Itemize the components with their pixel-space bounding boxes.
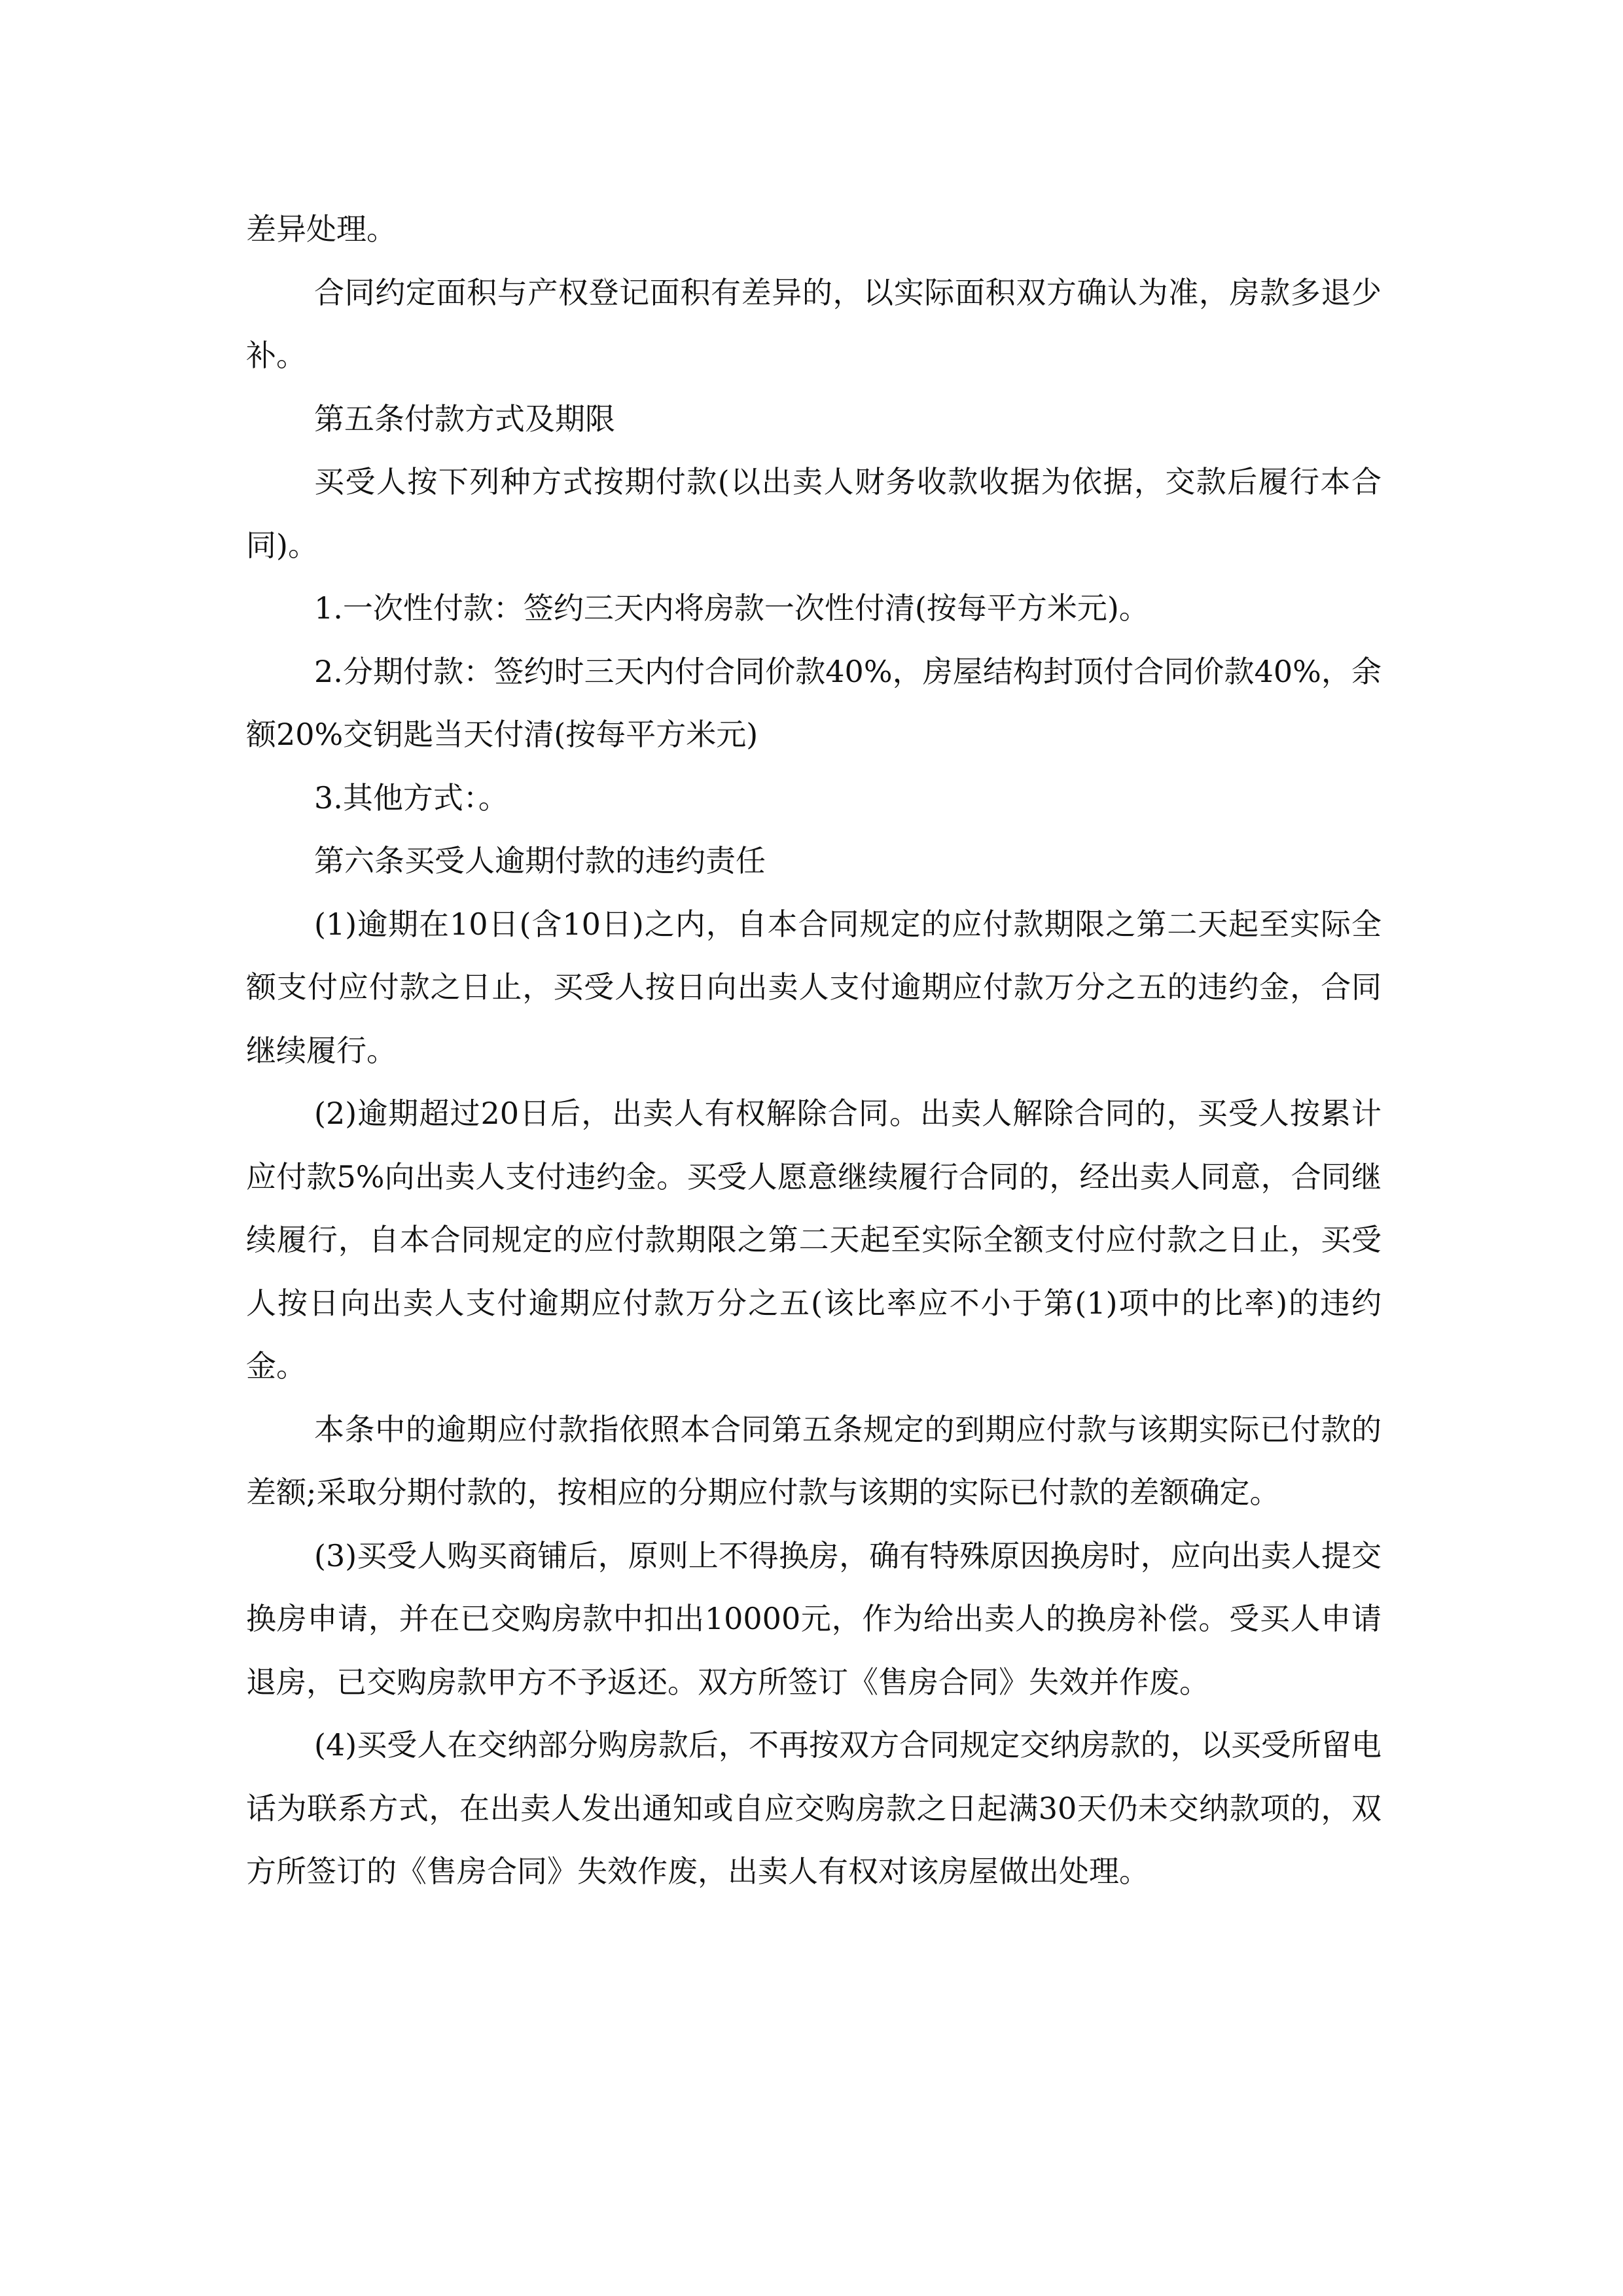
paragraph-installment: 2.分期付款：签约时三天内付合同价款40%，房屋结构封顶付合同价款40%，余额20%交钥匙当天付清(按每平方米元) [246,653,1382,752]
paragraph-payment-intro: 买受人按下列种方式按期付款(以出卖人财务收款收据为依据，交款后履行本合同)。 [246,464,1382,563]
article-6-heading: 第六条买受人逾期付款的违约责任 [314,843,766,878]
clause-3: (3)买受人购买商铺后，原则上不得换房，确有特殊原因换房时，应向出卖人提交换房申请，并在已交购房款中扣出10000元，作为给出卖人的换房补偿。受买人申请退房，已交购房款甲方不予返还。双方所签订《售房合同》失效并作废。 [246,1537,1382,1700]
clause-4: (4)买受人在交纳部分购房款后，不再按双方合同规定交纳房款的，以买受所留电话为联系方式，在出卖人发出通知或自应交购房款之日起满30天仍未交纳款项的，双方所签订的《售房合同》失效作废，出卖人有权对该房屋做出处理。 [246,1727,1382,1889]
contract-text [246,198,1382,1903]
paragraph-overdue-definition: 本条中的逾期应付款指依照本合同第五条规定的到期应付款与该期实际已付款的差额;采取分期付款的，按相应的分期应付款与该期的实际已付款的差额确定。 [246,1411,1382,1510]
paragraph-other-method: 3.其他方式：。 [314,780,508,816]
paragraph-lump-sum: 1.一次性付款：签约三天内将房款一次性付清(按每平方米元)。 [314,590,1149,626]
paragraph-area-difference: 合同约定面积与产权登记面积有差异的，以实际面积双方确认为准，房款多退少补。 [246,274,1382,373]
article-5-heading: 第五条付款方式及期限 [314,401,615,437]
clause-1: (1)逾期在10日(含10日)之内，自本合同规定的应付款期限之第二天起至实际全额支付应付款之日止，买受人按日向出卖人支付逾期应付款万分之五的违约金，合同继续履行。 [246,906,1382,1068]
clause-2: (2)逾期超过20日后，出卖人有权解除合同。出卖人解除合同的，买受人按累计应付款5%向出卖人支付违约金。买受人愿意继续履行合同的，经出卖人同意，合同继续履行，自本合同规定的应付款期限之第二天起至实际全额支付应付款之日止，买受人按日向出卖人支付逾期应付款万分之五(该比率应不小于第(1)项中的比率)的违约金。 [246,1096,1382,1384]
paragraph-continuation: 差异处理。 [246,211,397,247]
